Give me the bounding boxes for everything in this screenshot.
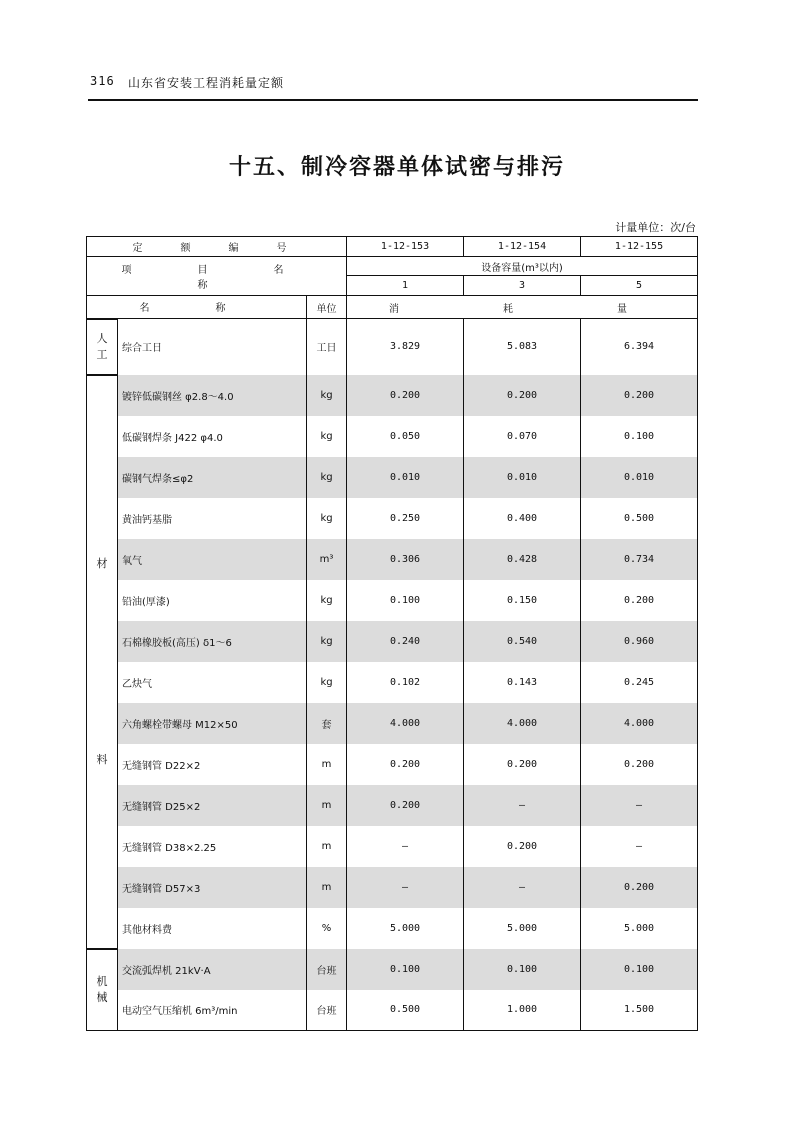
machine-name: 交流弧焊机 21kV·A xyxy=(118,949,307,990)
material-value: 0.200 xyxy=(347,785,464,826)
quota-code-3: 1-12-155 xyxy=(581,237,698,257)
material-unit: m xyxy=(307,867,347,908)
labor-value: 6.394 xyxy=(581,319,698,375)
material-name: 碳钢气焊条≤φ2 xyxy=(118,457,307,498)
material-value: 0.010 xyxy=(464,457,581,498)
material-value: 0.200 xyxy=(464,744,581,785)
labor-name: 综合工日 xyxy=(118,319,307,375)
material-value: — xyxy=(581,785,698,826)
material-value: — xyxy=(464,867,581,908)
material-value: 0.010 xyxy=(581,457,698,498)
material-value: 0.150 xyxy=(464,580,581,621)
material-value: 0.960 xyxy=(581,621,698,662)
material-name: 无缝钢管 D38×2.25 xyxy=(118,826,307,867)
material-value: 0.010 xyxy=(347,457,464,498)
material-unit: kg xyxy=(307,416,347,457)
material-value: 5.000 xyxy=(347,908,464,949)
material-value: 0.540 xyxy=(464,621,581,662)
material-value: 0.200 xyxy=(581,867,698,908)
material-row xyxy=(87,498,698,539)
material-value: 0.428 xyxy=(464,539,581,580)
material-row xyxy=(87,580,698,621)
col-unit-header: 单位 xyxy=(307,296,347,319)
material-value: 0.200 xyxy=(464,826,581,867)
material-name: 镀锌低碳钢丝 φ2.8～4.0 xyxy=(118,375,307,416)
param-value-3: 5 xyxy=(581,276,698,296)
book-title: 山东省安装工程消耗量定额 xyxy=(128,76,285,90)
material-unit: kg xyxy=(307,662,347,703)
unit-note: 计量单位：次/台 xyxy=(615,221,696,234)
material-value: 0.070 xyxy=(464,416,581,457)
material-name: 无缝钢管 D25×2 xyxy=(118,785,307,826)
material-value: 0.200 xyxy=(347,744,464,785)
column-header-row xyxy=(87,296,698,319)
quota-code-label: 定 额 编 号 xyxy=(87,237,347,257)
material-value: 0.200 xyxy=(581,580,698,621)
machine-category-label: 机 械 xyxy=(87,949,118,1031)
material-row xyxy=(87,785,698,826)
material-value: 5.000 xyxy=(464,908,581,949)
material-unit: m xyxy=(307,826,347,867)
material-row xyxy=(87,662,698,703)
material-value: 0.100 xyxy=(581,416,698,457)
material-value: 5.000 xyxy=(581,908,698,949)
material-row xyxy=(87,744,698,785)
material-value: 0.400 xyxy=(464,498,581,539)
material-row xyxy=(87,908,698,949)
material-category-label: 材 料 xyxy=(87,375,118,949)
material-value: 0.143 xyxy=(464,662,581,703)
machine-row xyxy=(87,990,698,1031)
material-value: 0.200 xyxy=(581,375,698,416)
material-value: 0.200 xyxy=(464,375,581,416)
param-label-row xyxy=(87,257,698,276)
labor-unit: 工日 xyxy=(307,319,347,375)
material-name: 无缝钢管 D57×3 xyxy=(118,867,307,908)
labor-value: 3.829 xyxy=(347,319,464,375)
machine-value: 0.100 xyxy=(347,949,464,990)
labor-row xyxy=(87,319,698,375)
material-unit: m³ xyxy=(307,539,347,580)
material-value: 0.200 xyxy=(347,375,464,416)
material-value: 4.000 xyxy=(581,703,698,744)
material-row xyxy=(87,539,698,580)
machine-value: 0.500 xyxy=(347,990,464,1031)
material-unit: m xyxy=(307,785,347,826)
material-value: 4.000 xyxy=(464,703,581,744)
material-value: — xyxy=(347,826,464,867)
material-row xyxy=(87,867,698,908)
material-value: 0.102 xyxy=(347,662,464,703)
param-label: 设备容量(m³以内) xyxy=(347,257,698,276)
quota-code-2: 1-12-154 xyxy=(464,237,581,257)
material-row xyxy=(87,826,698,867)
material-row xyxy=(87,621,698,662)
material-unit: kg xyxy=(307,580,347,621)
item-name-label: 项 目 名 称 xyxy=(87,257,347,296)
material-unit: 套 xyxy=(307,703,347,744)
material-value: — xyxy=(347,867,464,908)
machine-name: 电动空气压缩机 6m³/min xyxy=(118,990,307,1031)
material-name: 黄油钙基脂 xyxy=(118,498,307,539)
material-value: 0.306 xyxy=(347,539,464,580)
col-consumption-header: 消 耗 量 xyxy=(347,296,698,319)
material-value: 0.500 xyxy=(581,498,698,539)
quota-table xyxy=(86,236,698,1031)
machine-row xyxy=(87,949,698,990)
machine-unit: 台班 xyxy=(307,990,347,1031)
material-name: 其他材料费 xyxy=(118,908,307,949)
material-value: — xyxy=(464,785,581,826)
param-value-2: 3 xyxy=(464,276,581,296)
machine-value: 0.100 xyxy=(581,949,698,990)
page-number: 316 xyxy=(90,74,115,88)
quota-code-row xyxy=(87,237,698,257)
param-value-1: 1 xyxy=(347,276,464,296)
col-name-header: 名 称 xyxy=(87,296,307,319)
material-value: 0.250 xyxy=(347,498,464,539)
material-value: 0.240 xyxy=(347,621,464,662)
material-value: 4.000 xyxy=(347,703,464,744)
material-unit: kg xyxy=(307,457,347,498)
labor-category-label: 人 工 xyxy=(87,319,118,375)
material-value: 0.734 xyxy=(581,539,698,580)
labor-value: 5.083 xyxy=(464,319,581,375)
material-value: — xyxy=(581,826,698,867)
machine-unit: 台班 xyxy=(307,949,347,990)
material-value: 0.050 xyxy=(347,416,464,457)
material-name: 乙炔气 xyxy=(118,662,307,703)
material-row xyxy=(87,457,698,498)
material-unit: kg xyxy=(307,375,347,416)
material-name: 无缝钢管 D22×2 xyxy=(118,744,307,785)
page-title: 十五、制冷容器单体试密与排污 xyxy=(228,155,565,180)
material-unit: kg xyxy=(307,621,347,662)
material-row xyxy=(87,416,698,457)
quota-code-1: 1-12-153 xyxy=(347,237,464,257)
material-unit: m xyxy=(307,744,347,785)
machine-value: 1.000 xyxy=(464,990,581,1031)
machine-value: 0.100 xyxy=(464,949,581,990)
material-unit: kg xyxy=(307,498,347,539)
material-name: 氧气 xyxy=(118,539,307,580)
header-rule xyxy=(88,99,698,101)
material-name: 六角螺栓带螺母 M12×50 xyxy=(118,703,307,744)
machine-value: 1.500 xyxy=(581,990,698,1031)
material-value: 0.100 xyxy=(347,580,464,621)
material-name: 石棉橡胶板(高压) δ1～6 xyxy=(118,621,307,662)
material-value: 0.200 xyxy=(581,744,698,785)
material-unit: % xyxy=(307,908,347,949)
material-value: 0.245 xyxy=(581,662,698,703)
material-row xyxy=(87,375,698,416)
material-name: 低碳钢焊条 J422 φ4.0 xyxy=(118,416,307,457)
material-name: 铅油(厚漆) xyxy=(118,580,307,621)
material-row xyxy=(87,703,698,744)
